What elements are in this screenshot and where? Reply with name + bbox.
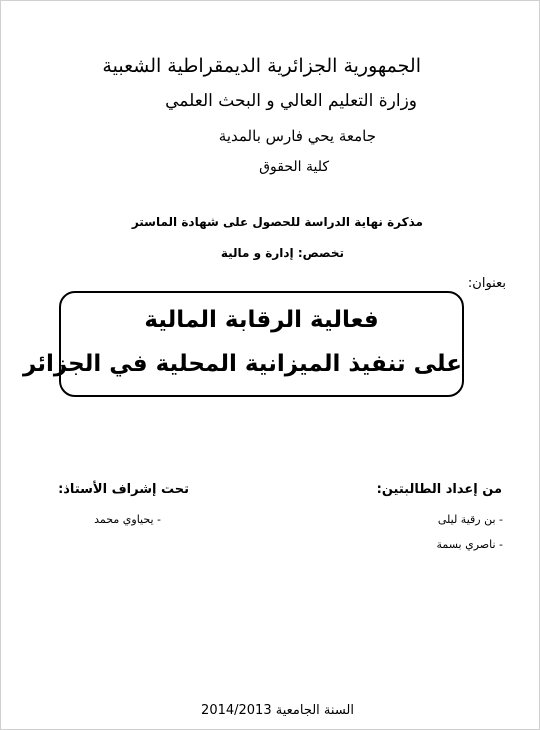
student-name: - ناصري بسمة (436, 538, 503, 551)
supervisor-name: - يحياوي محمد (94, 513, 161, 526)
title-label: بعنوان: (467, 276, 506, 291)
students-heading: من إعداد الطالبتين: (376, 482, 502, 497)
supervisor-heading: تحت إشراف الأستاذ: (58, 482, 189, 497)
thesis-type: مذكرة نهاية الدراسة للحصول على شهادة الماستر (131, 215, 423, 229)
republic-heading: الجمهورية الجزائرية الديمقراطية الشعبية (102, 55, 421, 77)
title-box (23, 291, 464, 397)
university-heading: جامعة يحي فارس بالمدية (218, 127, 376, 145)
student-name: - بن رقية ليلى (437, 513, 503, 526)
ministry-heading: وزارة التعليم العالي و البحث العلمي (165, 91, 417, 111)
academic-year: السنة الجامعية 2014/2013 (201, 703, 354, 718)
specialization: تخصص: إدارة و مالية (220, 246, 344, 260)
title-line-2: على تنفيذ الميزانية المحلية في الجزائر (23, 351, 462, 377)
title-line-1: فعالية الرقابة المالية (144, 307, 379, 333)
faculty-heading: كلية الحقوق (259, 159, 329, 175)
